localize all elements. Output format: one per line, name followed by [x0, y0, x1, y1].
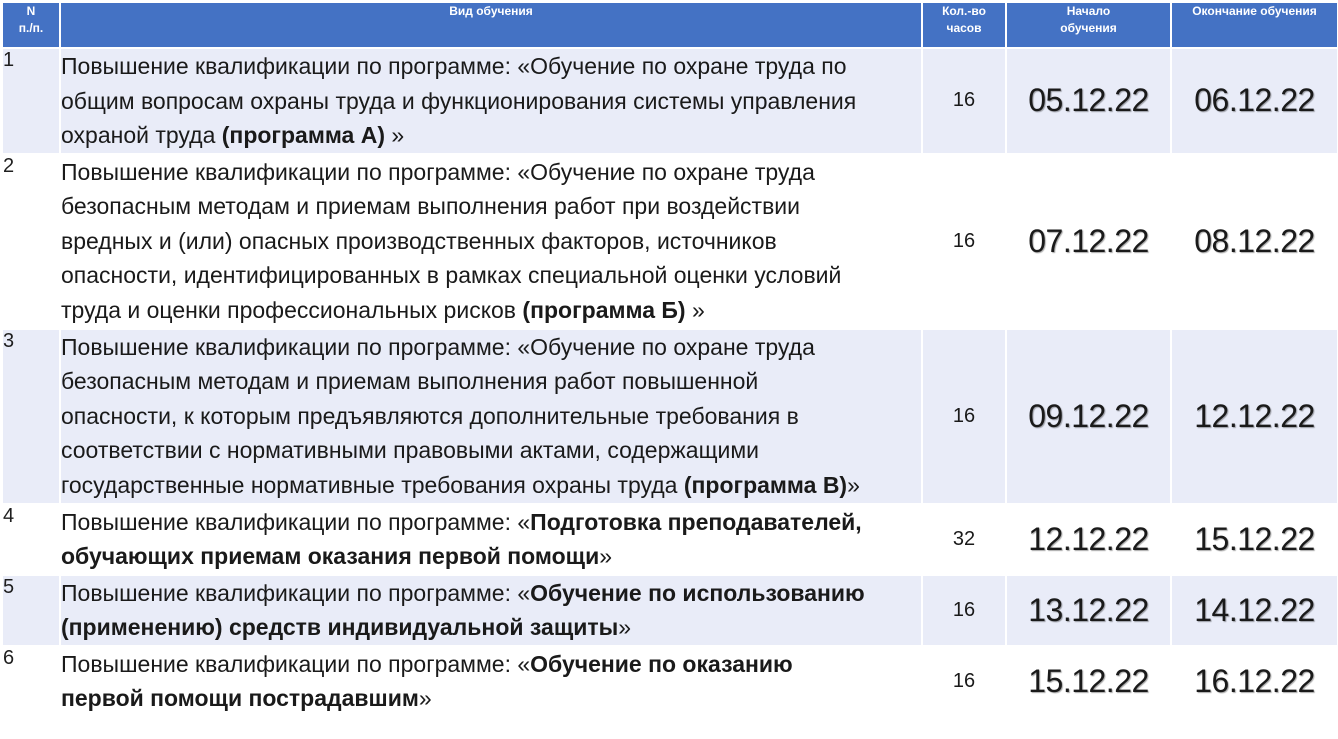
start-date: 09.12.22 [1006, 329, 1171, 504]
training-description: Повышение квалификации по программе: «Обучение по использованию (применению) средств индивидуальной защиты» [60, 575, 922, 646]
training-hours: 16 [922, 575, 1006, 646]
end-date: 08.12.22 [1171, 154, 1338, 329]
end-date: 14.12.22 [1171, 575, 1338, 646]
table-row [2, 575, 1338, 646]
end-date: 06.12.22 [1171, 48, 1338, 154]
start-date: 13.12.22 [1006, 575, 1171, 646]
end-date: 12.12.22 [1171, 329, 1338, 504]
start-date: 15.12.22 [1006, 646, 1171, 717]
row-number: 1 [2, 48, 60, 154]
table-row [2, 646, 1338, 717]
row-number: 5 [2, 575, 60, 646]
header-start: Начало обучения [1006, 2, 1171, 48]
header-kind: Вид обучения [60, 2, 922, 48]
training-description: Повышение квалификации по программе: «Подготовка преподавателей, обучающих приемам оказания первой помощи» [60, 504, 922, 575]
training-hours: 16 [922, 154, 1006, 329]
row-number: 2 [2, 154, 60, 329]
table-row [2, 504, 1338, 575]
header-end: Окончание обучения [1171, 2, 1338, 48]
training-hours: 16 [922, 48, 1006, 154]
table-row [2, 48, 1338, 154]
training-hours: 16 [922, 646, 1006, 717]
table-row [2, 154, 1338, 329]
training-schedule-table [1, 1, 1338, 718]
start-date: 05.12.22 [1006, 48, 1171, 154]
training-description: Повышение квалификации по программе: «Обучение по охране труда безопасным методам и приемам выполнения работ при воздействии вредных и (или) опасных производственных факторов, источников опасности, идентифицированных в рамках специальной оценки условий труда и оценки профессиональных рисков (программа Б) » [60, 154, 922, 329]
training-description: Повышение квалификации по программе: «Обучение по оказанию первой помощи пострадавшим» [60, 646, 922, 717]
training-description: Повышение квалификации по программе: «Обучение по охране труда по общим вопросам охраны труда и функционирования системы управления охраной труда (программа А) » [60, 48, 922, 154]
training-hours: 32 [922, 504, 1006, 575]
end-date: 16.12.22 [1171, 646, 1338, 717]
table-header-row [2, 2, 1338, 48]
row-number: 3 [2, 329, 60, 504]
training-description: Повышение квалификации по программе: «Обучение по охране труда безопасным методам и приемам выполнения работ повышенной опасности, к которым предъявляются дополнительные требования в соответствии с нормативными правовыми актами, содержащими государственные нормативные требования охраны труда (программа В)» [60, 329, 922, 504]
table-row [2, 329, 1338, 504]
row-number: 6 [2, 646, 60, 717]
start-date: 07.12.22 [1006, 154, 1171, 329]
header-hours: Кол.-во часов [922, 2, 1006, 48]
header-num: N п./п. [2, 2, 60, 48]
training-hours: 16 [922, 329, 1006, 504]
row-number: 4 [2, 504, 60, 575]
end-date: 15.12.22 [1171, 504, 1338, 575]
start-date: 12.12.22 [1006, 504, 1171, 575]
